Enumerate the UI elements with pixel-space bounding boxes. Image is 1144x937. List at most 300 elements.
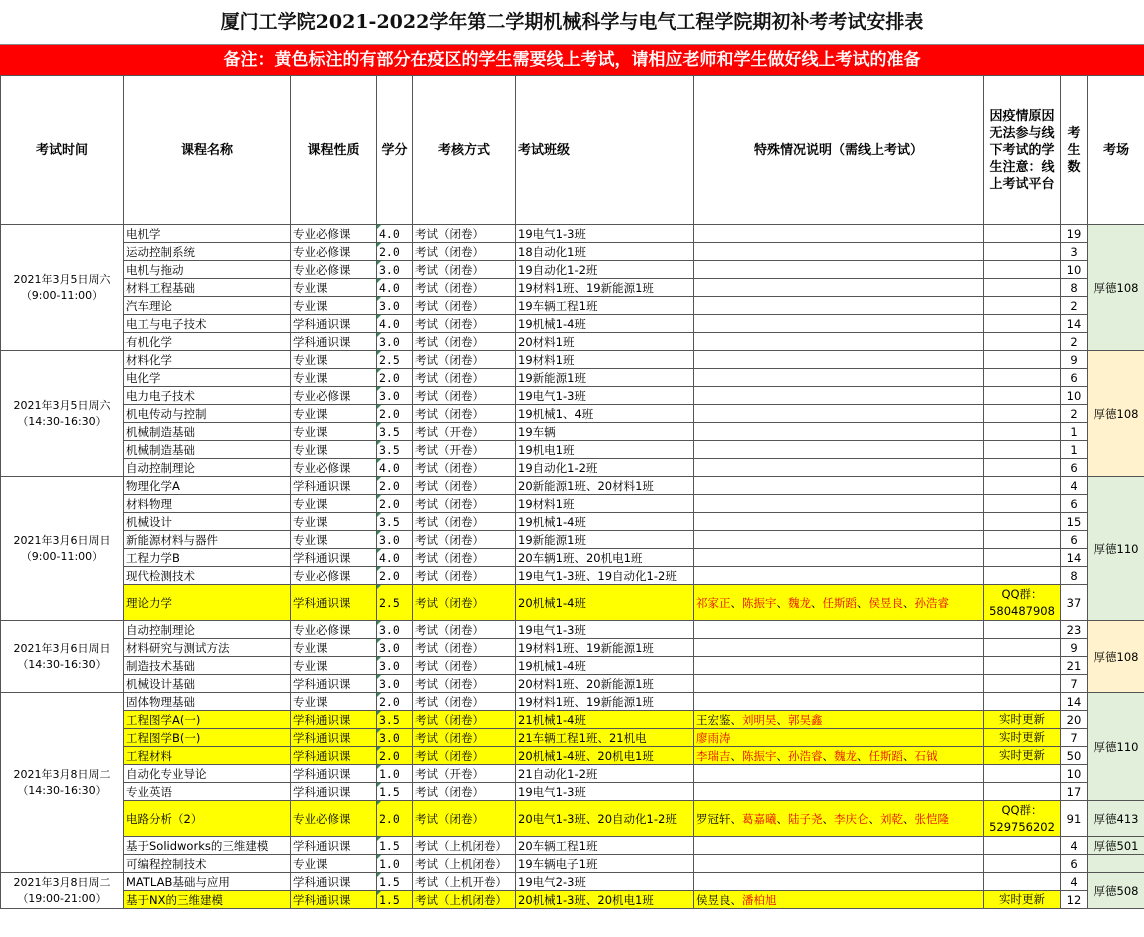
special-note	[694, 387, 984, 405]
course-credit: 2.5	[377, 351, 413, 369]
header-row	[1, 76, 1144, 225]
table-row	[1, 477, 1144, 495]
online-platform	[984, 855, 1061, 873]
exam-class: 19电气1-3班	[516, 621, 694, 639]
table-row	[1, 351, 1144, 369]
student-count: 4	[1061, 477, 1088, 495]
course-nature: 专业课	[291, 297, 377, 315]
online-platform	[984, 459, 1061, 477]
col-header-special: 特殊情况说明（需线上考试）	[694, 76, 984, 225]
exam-class: 20材料1班	[516, 333, 694, 351]
exam-method: 考试（闭卷）	[413, 531, 516, 549]
online-platform	[984, 315, 1061, 333]
special-note	[694, 837, 984, 855]
exam-method: 考试（闭卷）	[413, 297, 516, 315]
student-count: 3	[1061, 243, 1088, 261]
course-nature: 学科通识课	[291, 333, 377, 351]
course-credit: 4.0	[377, 549, 413, 567]
student-count: 14	[1061, 549, 1088, 567]
course-nature: 专业必修课	[291, 621, 377, 639]
course-name: 电机学	[124, 225, 291, 243]
course-name: 新能源材料与器件	[124, 531, 291, 549]
course-nature: 学科通识课	[291, 873, 377, 891]
course-name: 机电传动与控制	[124, 405, 291, 423]
course-nature: 专业课	[291, 657, 377, 675]
exam-time: 2021年3月5日周六（14:30-16:30）	[1, 351, 124, 477]
course-credit: 4.0	[377, 315, 413, 333]
exam-method: 考试（闭卷）	[413, 585, 516, 621]
exam-method: 考试（闭卷）	[413, 783, 516, 801]
course-credit: 3.0	[377, 621, 413, 639]
table-row	[1, 387, 1144, 405]
course-name: MATLAB基础与应用	[124, 873, 291, 891]
exam-class: 20材料1班、20新能源1班	[516, 675, 694, 693]
student-count: 8	[1061, 567, 1088, 585]
exam-class: 19电气2-3班	[516, 873, 694, 891]
table-row	[1, 621, 1144, 639]
exam-class: 19材料1班、19新能源1班	[516, 279, 694, 297]
course-name: 电工与电子技术	[124, 315, 291, 333]
course-name: 机械设计	[124, 513, 291, 531]
course-name: 有机化学	[124, 333, 291, 351]
exam-class: 19新能源1班	[516, 531, 694, 549]
col-header-count: 考生数	[1061, 76, 1088, 225]
exam-class: 19电气1-3班	[516, 783, 694, 801]
table-row	[1, 891, 1144, 909]
special-note	[694, 333, 984, 351]
table-row	[1, 693, 1144, 711]
col-header-room: 考场	[1088, 76, 1144, 225]
exam-class: 20新能源1班、20材料1班	[516, 477, 694, 495]
online-platform	[984, 513, 1061, 531]
student-count: 7	[1061, 675, 1088, 693]
exam-class: 19自动化1-2班	[516, 459, 694, 477]
course-nature: 专业必修课	[291, 567, 377, 585]
table-row	[1, 747, 1144, 765]
exam-room: 厚德413	[1088, 801, 1144, 837]
student-count: 23	[1061, 621, 1088, 639]
course-nature: 学科通识课	[291, 315, 377, 333]
course-credit: 3.5	[377, 441, 413, 459]
exam-schedule-table	[0, 75, 1144, 909]
course-nature: 专业必修课	[291, 243, 377, 261]
table-row	[1, 783, 1144, 801]
student-count: 9	[1061, 351, 1088, 369]
col-header-time: 考试时间	[1, 76, 124, 225]
course-credit: 3.5	[377, 513, 413, 531]
course-name: 电机与拖动	[124, 261, 291, 279]
online-platform	[984, 351, 1061, 369]
course-credit: 4.0	[377, 459, 413, 477]
exam-method: 考试（闭卷）	[413, 729, 516, 747]
special-note	[694, 873, 984, 891]
table-row	[1, 639, 1144, 657]
notice-banner: 备注：黄色标注的有部分在疫区的学生需要线上考试，请相应老师和学生做好线上考试的准备	[0, 45, 1144, 75]
table-row	[1, 729, 1144, 747]
course-nature: 学科通识课	[291, 891, 377, 909]
exam-room: 厚德508	[1088, 873, 1144, 909]
course-name: 汽车理论	[124, 297, 291, 315]
table-row	[1, 711, 1144, 729]
course-name: 材料工程基础	[124, 279, 291, 297]
student-count: 1	[1061, 441, 1088, 459]
online-platform	[984, 675, 1061, 693]
online-platform	[984, 243, 1061, 261]
exam-method: 考试（上机开卷）	[413, 873, 516, 891]
online-platform	[984, 639, 1061, 657]
student-count: 10	[1061, 387, 1088, 405]
exam-room: 厚德108	[1088, 621, 1144, 693]
student-count: 7	[1061, 729, 1088, 747]
course-name: 自动控制理论	[124, 621, 291, 639]
exam-method: 考试（闭卷）	[413, 567, 516, 585]
student-count: 10	[1061, 765, 1088, 783]
exam-method: 考试（闭卷）	[413, 801, 516, 837]
course-name: 基于NX的三维建模	[124, 891, 291, 909]
student-count: 21	[1061, 657, 1088, 675]
exam-class: 19电气1-3班	[516, 387, 694, 405]
course-credit: 3.0	[377, 675, 413, 693]
course-name: 机械制造基础	[124, 441, 291, 459]
course-name: 工程材料	[124, 747, 291, 765]
course-name: 材料研究与测试方法	[124, 639, 291, 657]
exam-room: 厚德501	[1088, 837, 1144, 855]
course-name: 制造技术基础	[124, 657, 291, 675]
exam-class: 19机械1-4班	[516, 657, 694, 675]
online-platform	[984, 621, 1061, 639]
course-credit: 1.5	[377, 837, 413, 855]
exam-time: 2021年3月8日周二（19:00-21:00）	[1, 873, 124, 909]
special-note	[694, 477, 984, 495]
table-row	[1, 459, 1144, 477]
exam-class: 18自动化1班	[516, 243, 694, 261]
course-nature: 专业课	[291, 495, 377, 513]
exam-method: 考试（开卷）	[413, 423, 516, 441]
course-credit: 1.0	[377, 765, 413, 783]
table-row	[1, 513, 1144, 531]
course-nature: 学科通识课	[291, 477, 377, 495]
exam-class: 19车辆工程1班	[516, 297, 694, 315]
exam-method: 考试（开卷）	[413, 441, 516, 459]
special-note	[694, 351, 984, 369]
table-row	[1, 495, 1144, 513]
special-note: 祁家正、陈振宇、魏龙、任斯蹈、侯昱良、孙浩睿	[694, 585, 984, 621]
exam-method: 考试（闭卷）	[413, 225, 516, 243]
student-count: 50	[1061, 747, 1088, 765]
exam-method: 考试（开卷）	[413, 765, 516, 783]
special-note	[694, 657, 984, 675]
course-name: 专业英语	[124, 783, 291, 801]
special-note: 罗冠轩、葛嘉曦、陆子尧、李庆仑、刘乾、张恺隆	[694, 801, 984, 837]
online-platform: QQ群：580487908	[984, 585, 1061, 621]
course-credit: 2.0	[377, 747, 413, 765]
special-note	[694, 405, 984, 423]
student-count: 6	[1061, 459, 1088, 477]
exam-method: 考试（闭卷）	[413, 333, 516, 351]
course-credit: 2.0	[377, 405, 413, 423]
table-row	[1, 279, 1144, 297]
course-nature: 专业必修课	[291, 387, 377, 405]
exam-method: 考试（闭卷）	[413, 351, 516, 369]
course-nature: 专业课	[291, 441, 377, 459]
course-credit: 2.0	[377, 801, 413, 837]
online-platform	[984, 441, 1061, 459]
exam-class: 19材料1班	[516, 495, 694, 513]
student-count: 20	[1061, 711, 1088, 729]
table-row	[1, 549, 1144, 567]
table-row	[1, 369, 1144, 387]
exam-method: 考试（闭卷）	[413, 459, 516, 477]
table-row	[1, 531, 1144, 549]
student-count: 14	[1061, 693, 1088, 711]
special-note	[694, 513, 984, 531]
exam-method: 考试（闭卷）	[413, 369, 516, 387]
online-platform	[984, 495, 1061, 513]
special-note	[694, 495, 984, 513]
student-count: 6	[1061, 531, 1088, 549]
course-credit: 3.0	[377, 639, 413, 657]
exam-class: 19电气1-3班	[516, 225, 694, 243]
special-note	[694, 567, 984, 585]
table-row	[1, 801, 1144, 837]
course-name: 材料物理	[124, 495, 291, 513]
online-platform	[984, 225, 1061, 243]
student-count: 2	[1061, 297, 1088, 315]
special-note: 廖雨涛	[694, 729, 984, 747]
special-note	[694, 261, 984, 279]
online-platform	[984, 567, 1061, 585]
table-row	[1, 423, 1144, 441]
col-header-platform: 因疫情原因无法参与线下考试的学生注意：线上考试平台	[984, 76, 1061, 225]
special-note	[694, 621, 984, 639]
student-count: 37	[1061, 585, 1088, 621]
exam-method: 考试（上机闭卷）	[413, 891, 516, 909]
special-note	[694, 243, 984, 261]
exam-method: 考试（闭卷）	[413, 675, 516, 693]
exam-room: 厚德108	[1088, 225, 1144, 351]
exam-method: 考试（闭卷）	[413, 621, 516, 639]
course-nature: 学科通识课	[291, 747, 377, 765]
course-credit: 1.5	[377, 891, 413, 909]
student-count: 6	[1061, 369, 1088, 387]
course-credit: 2.0	[377, 477, 413, 495]
course-nature: 学科通识课	[291, 585, 377, 621]
page-title: 厦门工学院2021-2022学年第二学期机械科学与电气工程学院期初补考考试安排表	[0, 0, 1144, 45]
table-row	[1, 261, 1144, 279]
exam-method: 考试（闭卷）	[413, 477, 516, 495]
course-nature: 学科通识课	[291, 837, 377, 855]
special-note: 侯昱良、潘柏旭	[694, 891, 984, 909]
course-nature: 专业课	[291, 279, 377, 297]
exam-time: 2021年3月5日周六（9:00-11:00）	[1, 225, 124, 351]
exam-method: 考试（闭卷）	[413, 279, 516, 297]
course-nature: 专业必修课	[291, 459, 377, 477]
course-nature: 专业课	[291, 405, 377, 423]
student-count: 4	[1061, 837, 1088, 855]
exam-class: 19机械1、4班	[516, 405, 694, 423]
special-note	[694, 279, 984, 297]
course-name: 工程图学B(一)	[124, 729, 291, 747]
course-credit: 4.0	[377, 225, 413, 243]
student-count: 2	[1061, 333, 1088, 351]
special-note	[694, 549, 984, 567]
exam-method: 考试（闭卷）	[413, 405, 516, 423]
course-nature: 专业课	[291, 693, 377, 711]
exam-method: 考试（闭卷）	[413, 693, 516, 711]
table-row	[1, 675, 1144, 693]
online-platform	[984, 783, 1061, 801]
student-count: 91	[1061, 801, 1088, 837]
course-name: 现代检测技术	[124, 567, 291, 585]
course-nature: 学科通识课	[291, 765, 377, 783]
exam-class: 21车辆工程1班、21机电	[516, 729, 694, 747]
exam-method: 考试（闭卷）	[413, 711, 516, 729]
table-row	[1, 333, 1144, 351]
course-credit: 2.0	[377, 369, 413, 387]
special-note	[694, 639, 984, 657]
course-credit: 3.0	[377, 261, 413, 279]
course-credit: 2.0	[377, 243, 413, 261]
special-note: 李瑞吉、陈振宇、孙浩睿、魏龙、任斯蹈、石钺	[694, 747, 984, 765]
student-count: 10	[1061, 261, 1088, 279]
exam-room: 厚德110	[1088, 693, 1144, 801]
course-name: 自动化专业导论	[124, 765, 291, 783]
course-name: 基于Solidworks的三维建模	[124, 837, 291, 855]
exam-class: 20车辆1班、20机电1班	[516, 549, 694, 567]
course-nature: 专业课	[291, 351, 377, 369]
student-count: 4	[1061, 873, 1088, 891]
student-count: 9	[1061, 639, 1088, 657]
course-nature: 专业课	[291, 513, 377, 531]
special-note	[694, 441, 984, 459]
online-platform: 实时更新	[984, 891, 1061, 909]
course-name: 可编程控制技术	[124, 855, 291, 873]
course-nature: 学科通识课	[291, 783, 377, 801]
course-name: 自动控制理论	[124, 459, 291, 477]
table-row	[1, 405, 1144, 423]
exam-class: 20车辆工程1班	[516, 837, 694, 855]
table-row	[1, 441, 1144, 459]
course-credit: 3.0	[377, 387, 413, 405]
course-name: 材料化学	[124, 351, 291, 369]
col-header-credit: 学分	[377, 76, 413, 225]
student-count: 14	[1061, 315, 1088, 333]
exam-class: 20机械1-4班	[516, 585, 694, 621]
online-platform	[984, 693, 1061, 711]
online-platform	[984, 261, 1061, 279]
special-note	[694, 297, 984, 315]
exam-class: 19机械1-4班	[516, 513, 694, 531]
student-count: 2	[1061, 405, 1088, 423]
course-nature: 专业课	[291, 423, 377, 441]
course-nature: 专业课	[291, 639, 377, 657]
online-platform	[984, 837, 1061, 855]
course-name: 理论力学	[124, 585, 291, 621]
table-body	[1, 225, 1144, 909]
course-nature: 专业课	[291, 855, 377, 873]
online-platform: 实时更新	[984, 729, 1061, 747]
online-platform: 实时更新	[984, 711, 1061, 729]
course-name: 物理化学A	[124, 477, 291, 495]
course-credit: 3.0	[377, 657, 413, 675]
exam-class: 21自动化1-2班	[516, 765, 694, 783]
course-credit: 3.0	[377, 531, 413, 549]
exam-method: 考试（闭卷）	[413, 657, 516, 675]
special-note	[694, 693, 984, 711]
exam-time: 2021年3月6日周日（9:00-11:00）	[1, 477, 124, 621]
exam-class: 19材料1班、19新能源1班	[516, 693, 694, 711]
table-row	[1, 855, 1144, 873]
exam-method: 考试（闭卷）	[413, 495, 516, 513]
student-count: 6	[1061, 495, 1088, 513]
special-note	[694, 855, 984, 873]
course-credit: 2.0	[377, 567, 413, 585]
online-platform	[984, 333, 1061, 351]
table-row	[1, 243, 1144, 261]
special-note	[694, 315, 984, 333]
course-name: 工程力学B	[124, 549, 291, 567]
student-count: 1	[1061, 423, 1088, 441]
exam-method: 考试（上机闭卷）	[413, 837, 516, 855]
table-row	[1, 657, 1144, 675]
special-note	[694, 225, 984, 243]
exam-class: 19车辆	[516, 423, 694, 441]
course-name: 机械设计基础	[124, 675, 291, 693]
course-name: 电化学	[124, 369, 291, 387]
course-nature: 学科通识课	[291, 729, 377, 747]
course-credit: 2.0	[377, 495, 413, 513]
course-nature: 专业必修课	[291, 261, 377, 279]
col-header-class: 考试班级	[516, 76, 694, 225]
student-count: 15	[1061, 513, 1088, 531]
table-row	[1, 225, 1144, 243]
course-nature: 专业课	[291, 531, 377, 549]
course-credit: 3.0	[377, 297, 413, 315]
exam-method: 考试（闭卷）	[413, 639, 516, 657]
online-platform	[984, 657, 1061, 675]
online-platform	[984, 873, 1061, 891]
course-credit: 3.5	[377, 711, 413, 729]
special-note	[694, 765, 984, 783]
exam-class: 20电气1-3班、20自动化1-2班	[516, 801, 694, 837]
table-row	[1, 873, 1144, 891]
special-note	[694, 423, 984, 441]
online-platform	[984, 549, 1061, 567]
exam-class: 19材料1班	[516, 351, 694, 369]
col-header-nature: 课程性质	[291, 76, 377, 225]
special-note	[694, 675, 984, 693]
col-header-course: 课程名称	[124, 76, 291, 225]
course-name: 固体物理基础	[124, 693, 291, 711]
course-nature: 学科通识课	[291, 711, 377, 729]
course-credit: 3.0	[377, 333, 413, 351]
course-name: 运动控制系统	[124, 243, 291, 261]
course-nature: 专业课	[291, 369, 377, 387]
course-credit: 2.5	[377, 585, 413, 621]
exam-method: 考试（上机闭卷）	[413, 855, 516, 873]
exam-class: 19新能源1班	[516, 369, 694, 387]
exam-class: 20机械1-4班、20机电1班	[516, 747, 694, 765]
exam-method: 考试（闭卷）	[413, 747, 516, 765]
exam-class: 19自动化1-2班	[516, 261, 694, 279]
exam-class: 19机械1-4班	[516, 315, 694, 333]
course-credit: 3.5	[377, 423, 413, 441]
online-platform: QQ群：529756202	[984, 801, 1061, 837]
exam-time: 2021年3月6日周日（14:30-16:30）	[1, 621, 124, 693]
table-row	[1, 585, 1144, 621]
col-header-method: 考核方式	[413, 76, 516, 225]
exam-class: 21机械1-4班	[516, 711, 694, 729]
